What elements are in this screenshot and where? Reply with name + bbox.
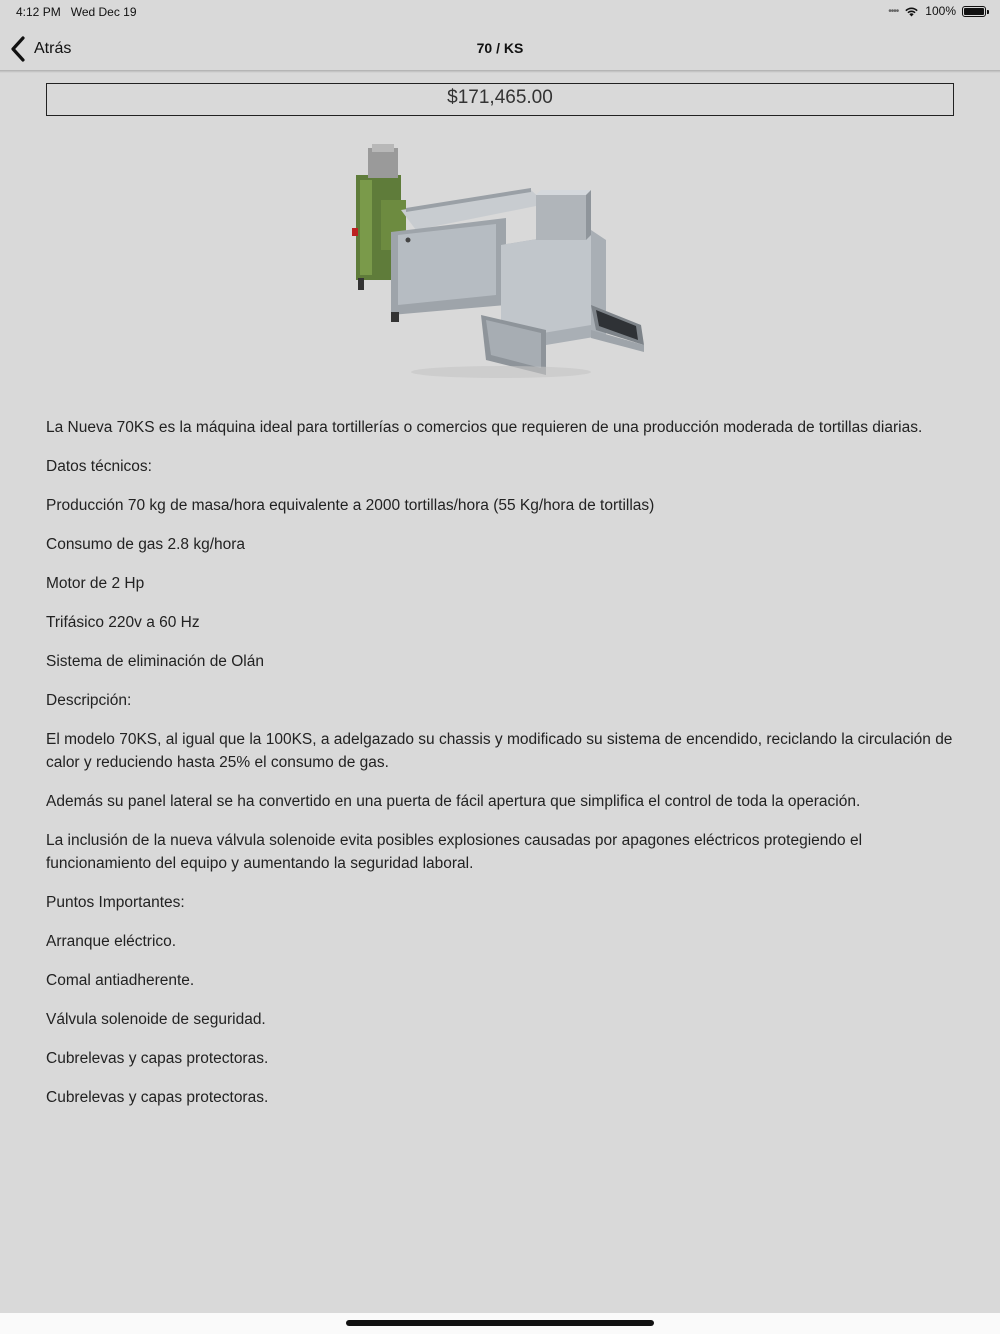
tortilla-machine-image: [346, 140, 656, 385]
description-paragraph: Comal antiadherente.: [46, 972, 195, 989]
description-paragraph: Cubrelevas y capas protectoras.: [46, 1089, 269, 1106]
page-title: 70 / KS: [476, 40, 524, 56]
status-bar: [0, 0, 1000, 26]
battery-level-fill: [964, 8, 984, 15]
description-paragraph: El modelo 70KS, al igual que la 100KS, a adelgazado su chassis y modificado su sistema de encendido, reciclando la circulación de calor y reduciendo hasta 25% el consumo de gas.: [46, 731, 953, 771]
status-time: 4:12 PM: [16, 5, 61, 19]
description-paragraph: Puntos Importantes:: [46, 894, 185, 911]
home-indicator[interactable]: [346, 1320, 654, 1326]
description-paragraph: Trifásico 220v a 60 Hz: [46, 614, 200, 631]
description-paragraph: La Nueva 70KS es la máquina ideal para tortillerías o comercios que requieren de una producción moderada de tortillas diarias.: [46, 419, 923, 436]
status-time-date: [16, 5, 137, 19]
description-paragraph: Producción 70 kg de masa/hora equivalente a 2000 tortillas/hora (55 Kg/hora de tortillas): [46, 497, 655, 514]
description-paragraph: Arranque eléctrico.: [46, 933, 177, 950]
wifi-icon: [904, 6, 919, 17]
cellular-signal-icon: ••••: [888, 5, 899, 17]
description-paragraph: La inclusión de la nueva válvula solenoide evita posibles explosiones causadas por apagones eléctricos protegiendo el funcionamiento del equipo y aumentando la seguridad laboral.: [46, 832, 863, 872]
description-paragraph: Datos técnicos:: [46, 458, 152, 475]
description-paragraph: Además su panel lateral se ha convertido en una puerta de fácil apertura que simplifica el control de toda la operación.: [46, 793, 861, 810]
battery-icon: [962, 6, 986, 17]
price-label: $171,465.00: [46, 83, 954, 116]
description-paragraph: Consumo de gas 2.8 kg/hora: [46, 536, 246, 553]
description-paragraph: Descripción:: [46, 692, 132, 709]
description-paragraph: Cubrelevas y capas protectoras.: [46, 1050, 269, 1067]
status-date: Wed Dec 19: [70, 5, 137, 19]
product-description: [46, 416, 956, 1125]
navigation-bar: [0, 26, 1000, 71]
back-button-label: Atrás: [34, 40, 72, 57]
description-paragraph: Válvula solenoide de seguridad.: [46, 1011, 266, 1028]
nav-divider: [0, 71, 1000, 73]
status-indicators: [888, 4, 986, 18]
description-paragraph: Motor de 2 Hp: [46, 575, 145, 592]
description-paragraph: Sistema de eliminación de Olán: [46, 653, 264, 670]
battery-percent: 100%: [925, 4, 956, 18]
